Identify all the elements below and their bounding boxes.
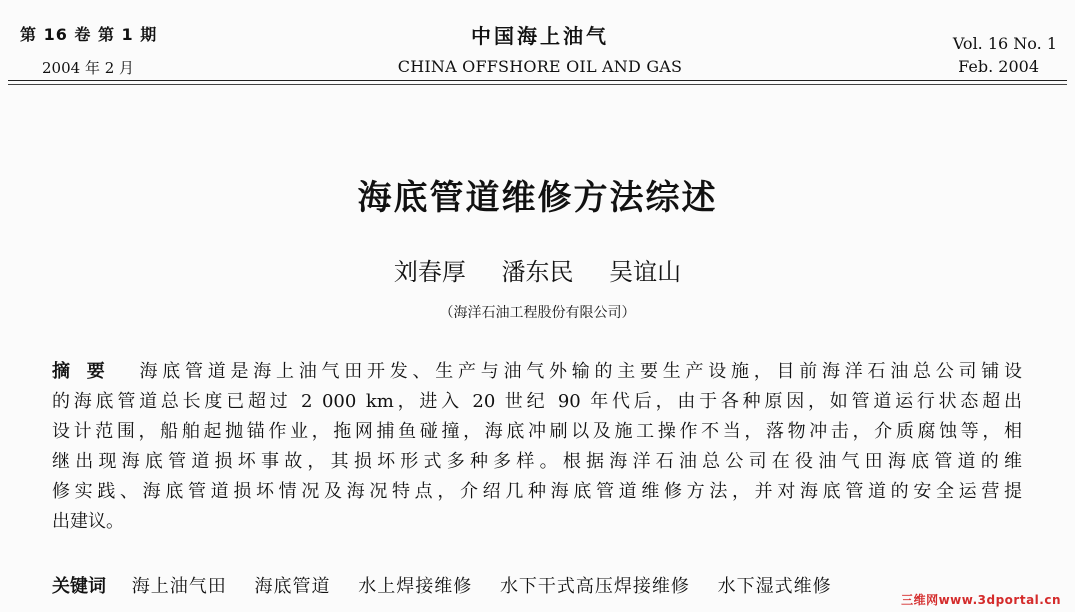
- abstract: [52, 357, 1022, 537]
- header-right: [917, 34, 1057, 76]
- site-watermark: 三维网www.3dportal.cn: [901, 593, 1061, 607]
- abstract-line: [52, 357, 1022, 387]
- keyword: 水上焊接维修: [358, 576, 473, 597]
- header-center: [360, 20, 720, 76]
- date-en: Feb. 2004: [958, 57, 1039, 76]
- volume-issue-cn: 第 16 卷 第 1 期: [20, 25, 158, 44]
- header-rule-top: [8, 80, 1067, 81]
- keyword: 水下干式高压焊接维修: [499, 576, 690, 597]
- keyword: 水下湿式维修: [717, 576, 832, 597]
- keywords-label: 关键词: [52, 576, 106, 597]
- journal-name-cn: 中国海上油气: [471, 24, 609, 48]
- abstract-label: 摘要: [52, 361, 122, 382]
- header-rule-bottom: [8, 84, 1067, 85]
- keyword: 海上油气田: [131, 576, 227, 597]
- abstract-line: 设计范围，船舶起抛锚作业，拖网捕鱼碰撞，海底冲刷以及施工操作不当，落物冲击，介质腐蚀等，相: [52, 421, 1022, 442]
- author-affiliation: （海洋石油工程股份有限公司）: [439, 305, 636, 321]
- abstract-line: 的海底管道总长度已超过 2 000 km，进入 20 世纪 90 年代后，由于各种原因，如管道运行状态超出: [52, 391, 1022, 412]
- author-name: 潘东民: [501, 258, 574, 286]
- header-left: [20, 22, 210, 78]
- author-name: 刘春厚: [393, 258, 466, 286]
- abstract-text: 海底管道是海上油气田开发、生产与油气外输的主要生产设施，目前海洋石油总公司铺设: [139, 361, 1022, 382]
- author-list: [0, 252, 1075, 287]
- article-title: 海底管道维修方法综述: [357, 178, 718, 218]
- abstract-line: 出建议。: [52, 511, 124, 532]
- abstract-line: 修实践、海底管道损坏情况及海况特点，介绍几种海底管道维修方法，并对海底管道的安全运营提: [52, 481, 1022, 502]
- abstract-line: 继出现海底管道损坏事故，其损坏形式多种多样。根据海洋石油总公司在役油气田海底管道的维: [52, 451, 1022, 472]
- author-name: 吴谊山: [609, 258, 682, 286]
- keyword: 海底管道: [254, 576, 331, 597]
- date-cn: 2004 年 2 月: [42, 59, 135, 77]
- journal-name-en: CHINA OFFSHORE OIL AND GAS: [397, 57, 683, 76]
- volume-issue-en: Vol. 16 No. 1: [952, 34, 1057, 53]
